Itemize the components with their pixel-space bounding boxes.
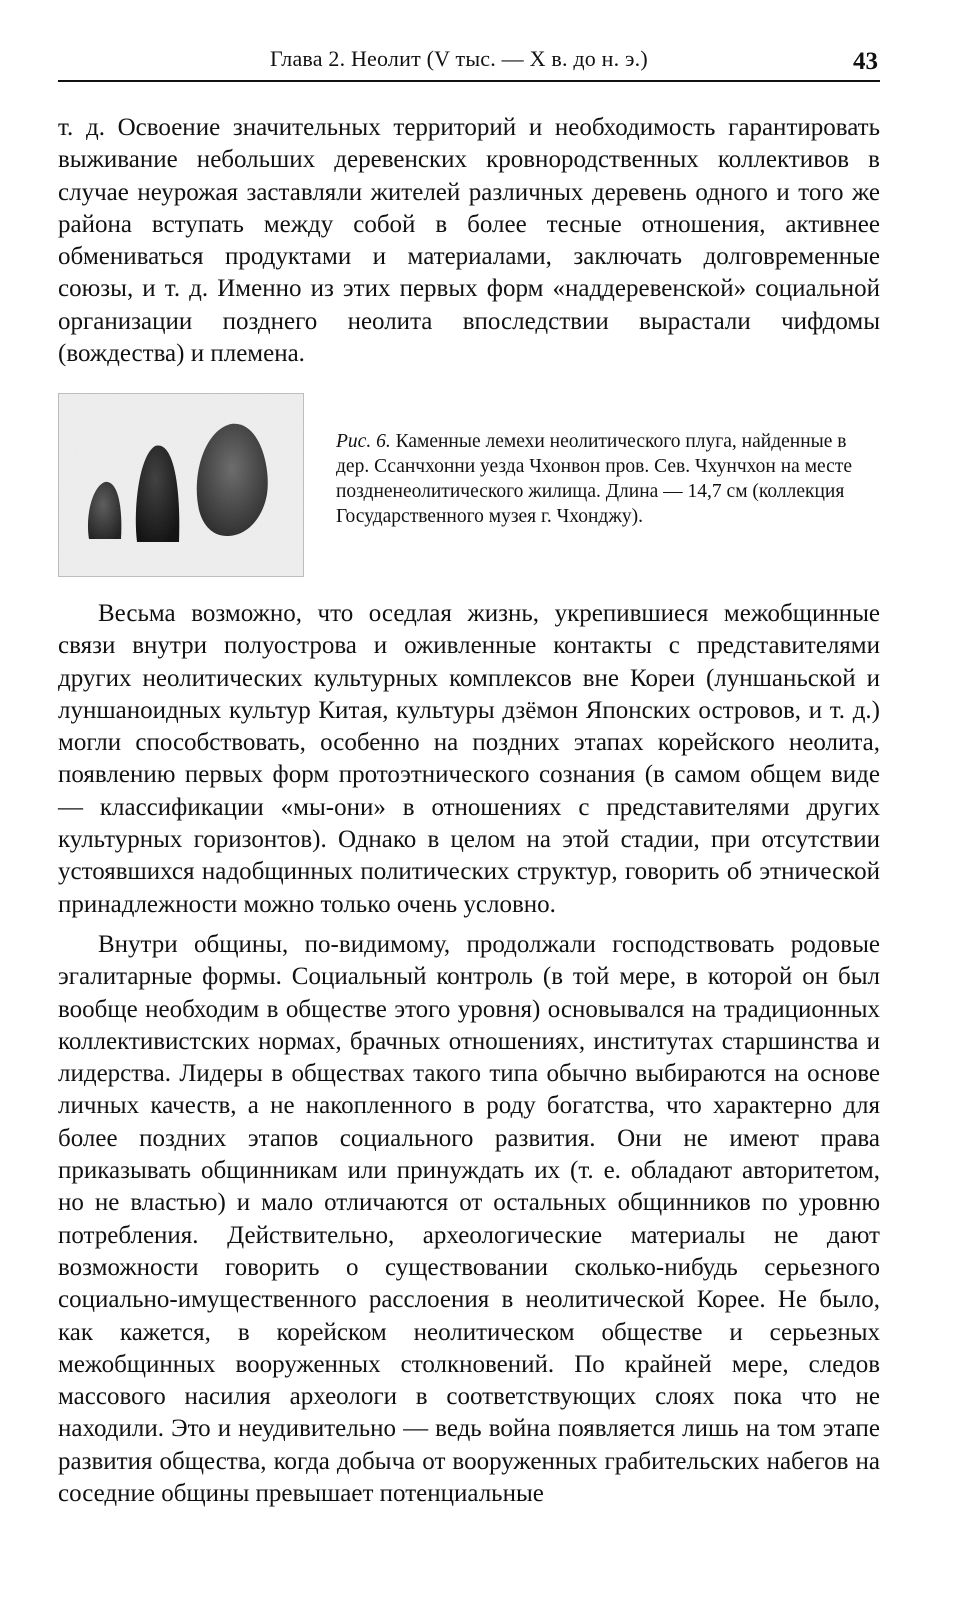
paragraph-text: Внутри общины, по-видимому, продолжали господствовать родовые эгалитарные формы. Социальный контроль (в той мере, в которой он был вообще необходим в обществе этого уровня) основывался на традиционных коллективистских нормах, брачных отношениях, институтах старшинства и лидерства. Лидеры в обществах такого типа обычно выбираются на основе личных качеств, а не накопленного в роду богатства, что характерно для более поздних этапов социального развития. Они не имеют права приказывать общинникам или принуждать их (т. е. обладают авторитетом, но не властью) и мало отличаются от остальных общинников по уровню потребления. Действительно, археологические материалы не дают возможности говорить о существовании сколько-нибудь серьезного социально-имущественного расслоения в неолитической Корее. Не было, как кажется, в корейском неолитическом обществе и серьезных межобщинных вооруженных столкновений. По крайней мере, следов массового насилия археологи в соответствующих слоях пока что не находили. Это и неудивительно — ведь война появляется лишь на том этапе развития общества, когда добыча от вооруженных грабительских набегов на соседние общины превышает потенциальные (58, 930, 880, 1508)
plowshare-photo (59, 394, 303, 576)
figure-caption (336, 429, 876, 529)
figure-photo (58, 393, 304, 577)
page-header (58, 40, 880, 82)
paragraph-continued (58, 112, 880, 370)
paragraph-text: Весьма возможно, что оседлая жизнь, укрепившиеся межобщинные связи внутри полуострова и оживленные контакты с представителями других неолитических культурных комплексов вне Кореи (луншаньской и луншаноидных культур Китая, культуры дзёмон Японских островов, и т. д.) могли способствовать, особенно на поздних этапах корейского неолита, появлению первых форм протоэтнического сознания (в самом общем виде — классификации «мы-они» в отношениях с представителями других культурных горизонтов). Однако в целом на этой стадии, при отсутствии устоявшихся надобщинных политических структур, говорить об этнической принадлежности можно только очень условно. (58, 600, 880, 918)
figure-caption-text: Каменные лемехи неолитического плуга, найденные в дер. Ссанчхонни уезда Чхонвон пров. Сев. Чхунчхон на месте поздненеолитического жилища. Длина — 14,7 см (коллекция Государственного музея г. Чхонджу). (336, 431, 853, 527)
figure-label: Рис. 6. (336, 431, 391, 452)
running-head: Глава 2. Неолит (V тыс. — X в. до н. э.) (270, 46, 648, 71)
page-number: 43 (853, 48, 878, 75)
body-paragraphs (58, 598, 880, 1510)
paragraph-text: т. д. Освоение значительных территорий и необходимость гарантировать выживание небольших деревенских кровнородственных коллективов в случае неурожая заставляли жителей различных деревень одного и того же района вступать между собой в более тесные отношения, активнее обмениваться продуктами и материалами, заключать долговременные союзы, и т. д. Именно из этих первых форм «наддеревенской» социальной организации позднего неолита впоследствии вырастали чифдомы (вождества) и племена. (58, 114, 880, 368)
